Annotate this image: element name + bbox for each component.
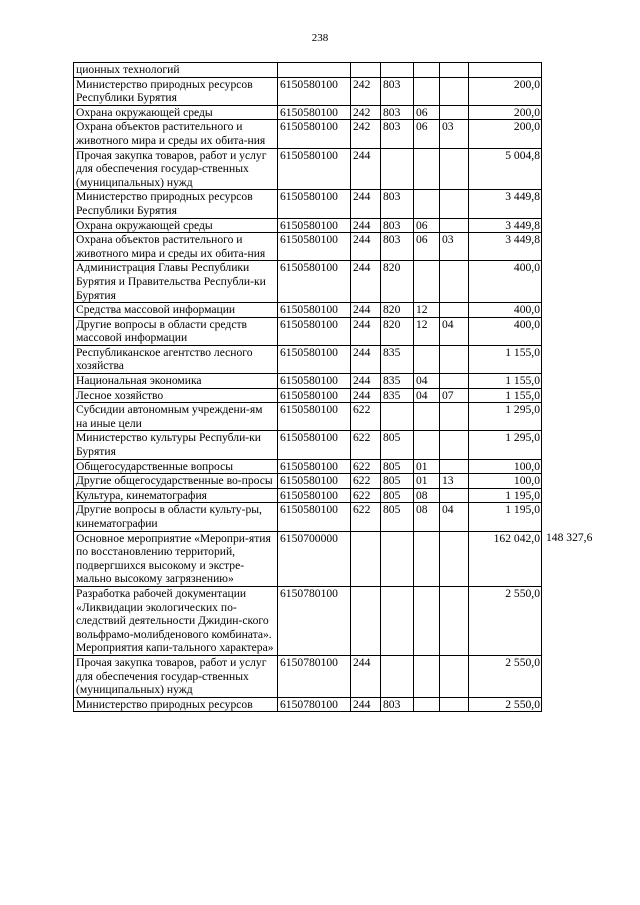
cell-amount: 1 295,0 bbox=[469, 403, 542, 431]
cell-target-code: 6150580100 bbox=[278, 474, 351, 489]
cell-amount-extra bbox=[542, 190, 598, 218]
cell-amount: 1 295,0 bbox=[469, 431, 542, 459]
cell-amount: 1 195,0 bbox=[469, 488, 542, 503]
cell-amount: 1 155,0 bbox=[469, 388, 542, 403]
cell-administrator-code: 805 bbox=[381, 459, 414, 474]
cell-name: Другие общегосударственные во-просы bbox=[74, 474, 278, 489]
cell-administrator-code bbox=[381, 531, 414, 586]
cell-section: 06 bbox=[414, 218, 440, 233]
cell-administrator-code: 835 bbox=[381, 345, 414, 373]
cell-name: Другие вопросы в области культу-ры, кинематографии bbox=[74, 503, 278, 531]
cell-expense-type: 244 bbox=[351, 261, 381, 303]
cell-administrator-code: 803 bbox=[381, 120, 414, 148]
cell-target-code bbox=[278, 63, 351, 78]
cell-expense-type: 244 bbox=[351, 697, 381, 712]
cell-amount: 400,0 bbox=[469, 261, 542, 303]
cell-amount-extra bbox=[542, 345, 598, 373]
cell-subsection bbox=[440, 531, 469, 586]
cell-subsection: 13 bbox=[440, 474, 469, 489]
cell-administrator-code bbox=[381, 63, 414, 78]
cell-administrator-code: 803 bbox=[381, 105, 414, 120]
cell-expense-type: 242 bbox=[351, 120, 381, 148]
cell-section: 06 bbox=[414, 105, 440, 120]
cell-target-code: 6150780100 bbox=[278, 586, 351, 655]
cell-amount-extra bbox=[542, 474, 598, 489]
cell-subsection bbox=[440, 403, 469, 431]
cell-expense-type bbox=[351, 586, 381, 655]
cell-amount-extra bbox=[542, 77, 598, 105]
cell-subsection bbox=[440, 345, 469, 373]
cell-administrator-code: 803 bbox=[381, 77, 414, 105]
table-row bbox=[74, 503, 598, 531]
table-row bbox=[74, 345, 598, 373]
budget-table bbox=[73, 62, 598, 712]
cell-expense-type: 244 bbox=[351, 345, 381, 373]
cell-amount-extra bbox=[542, 120, 598, 148]
cell-amount-extra bbox=[542, 374, 598, 389]
cell-amount: 5 004,8 bbox=[469, 148, 542, 190]
cell-amount: 1 155,0 bbox=[469, 374, 542, 389]
table-body bbox=[74, 63, 598, 712]
cell-target-code: 6150580100 bbox=[278, 148, 351, 190]
cell-name: Министерство природных ресурсов Республики Бурятия bbox=[74, 77, 278, 105]
cell-subsection bbox=[440, 655, 469, 697]
cell-name: Основное мероприятие «Меропри-ятия по восстановлению территорий, подвергшихся высокому и экстре-мально высокому загрязнению» bbox=[74, 531, 278, 586]
table-row bbox=[74, 697, 598, 712]
cell-target-code: 6150580100 bbox=[278, 77, 351, 105]
cell-amount: 400,0 bbox=[469, 303, 542, 318]
cell-name: Охрана окружающей среды bbox=[74, 218, 278, 233]
cell-section: 01 bbox=[414, 459, 440, 474]
cell-target-code: 6150780100 bbox=[278, 697, 351, 712]
cell-amount bbox=[469, 63, 542, 78]
table-row bbox=[74, 120, 598, 148]
cell-target-code: 6150580100 bbox=[278, 218, 351, 233]
cell-section bbox=[414, 655, 440, 697]
cell-amount: 200,0 bbox=[469, 105, 542, 120]
cell-name: Другие вопросы в области средств массовой информации bbox=[74, 317, 278, 345]
table-row bbox=[74, 63, 598, 78]
cell-administrator-code bbox=[381, 403, 414, 431]
cell-section bbox=[414, 345, 440, 373]
cell-name: Культура, кинематография bbox=[74, 488, 278, 503]
cell-amount: 2 550,0 bbox=[469, 586, 542, 655]
cell-subsection bbox=[440, 63, 469, 78]
cell-subsection bbox=[440, 374, 469, 389]
cell-administrator-code: 805 bbox=[381, 431, 414, 459]
cell-target-code: 6150580100 bbox=[278, 503, 351, 531]
table-row bbox=[74, 77, 598, 105]
cell-subsection bbox=[440, 148, 469, 190]
cell-amount-extra bbox=[542, 697, 598, 712]
cell-expense-type: 244 bbox=[351, 218, 381, 233]
cell-subsection bbox=[440, 697, 469, 712]
cell-expense-type: 244 bbox=[351, 655, 381, 697]
cell-target-code: 6150700000 bbox=[278, 531, 351, 586]
cell-expense-type: 622 bbox=[351, 459, 381, 474]
cell-subsection bbox=[440, 261, 469, 303]
cell-name: Министерство природных ресурсов bbox=[74, 697, 278, 712]
cell-subsection bbox=[440, 431, 469, 459]
cell-subsection: 03 bbox=[440, 233, 469, 261]
cell-administrator-code: 803 bbox=[381, 233, 414, 261]
cell-name: Охрана окружающей среды bbox=[74, 105, 278, 120]
cell-administrator-code bbox=[381, 586, 414, 655]
cell-expense-type: 244 bbox=[351, 374, 381, 389]
cell-target-code: 6150580100 bbox=[278, 488, 351, 503]
cell-name: Прочая закупка товаров, работ и услуг для обеспечения государ-ственных (муниципальных) нужд bbox=[74, 148, 278, 190]
cell-target-code: 6150580100 bbox=[278, 317, 351, 345]
cell-amount: 1 155,0 bbox=[469, 345, 542, 373]
cell-expense-type: 622 bbox=[351, 403, 381, 431]
cell-target-code: 6150580100 bbox=[278, 303, 351, 318]
table-row bbox=[74, 317, 598, 345]
cell-section: 04 bbox=[414, 374, 440, 389]
cell-name: ционных технологий bbox=[74, 63, 278, 78]
cell-administrator-code: 803 bbox=[381, 218, 414, 233]
cell-administrator-code: 803 bbox=[381, 190, 414, 218]
cell-section bbox=[414, 77, 440, 105]
cell-amount-extra bbox=[542, 233, 598, 261]
cell-amount-extra bbox=[542, 459, 598, 474]
cell-administrator-code: 820 bbox=[381, 261, 414, 303]
cell-name: Прочая закупка товаров, работ и услуг для обеспечения государ-ственных (муниципальных) нужд bbox=[74, 655, 278, 697]
cell-amount: 200,0 bbox=[469, 120, 542, 148]
cell-target-code: 6150580100 bbox=[278, 431, 351, 459]
cell-expense-type: 244 bbox=[351, 317, 381, 345]
cell-administrator-code: 820 bbox=[381, 303, 414, 318]
cell-amount-extra bbox=[542, 261, 598, 303]
cell-amount-extra bbox=[542, 148, 598, 190]
cell-target-code: 6150580100 bbox=[278, 120, 351, 148]
table-row bbox=[74, 148, 598, 190]
cell-amount: 3 449,8 bbox=[469, 218, 542, 233]
cell-expense-type: 622 bbox=[351, 503, 381, 531]
cell-section: 12 bbox=[414, 303, 440, 318]
cell-target-code: 6150580100 bbox=[278, 261, 351, 303]
cell-amount: 100,0 bbox=[469, 459, 542, 474]
table-row bbox=[74, 431, 598, 459]
table-row bbox=[74, 586, 598, 655]
cell-subsection: 03 bbox=[440, 120, 469, 148]
cell-target-code: 6150580100 bbox=[278, 374, 351, 389]
cell-name: Республиканское агентство лесного хозяйства bbox=[74, 345, 278, 373]
cell-section bbox=[414, 403, 440, 431]
cell-name: Охрана объектов растительного и животного мира и среды их обита-ния bbox=[74, 233, 278, 261]
cell-expense-type: 242 bbox=[351, 105, 381, 120]
cell-expense-type: 244 bbox=[351, 303, 381, 318]
cell-expense-type bbox=[351, 63, 381, 78]
cell-administrator-code: 820 bbox=[381, 317, 414, 345]
cell-section bbox=[414, 63, 440, 78]
cell-target-code: 6150780100 bbox=[278, 655, 351, 697]
cell-subsection: 07 bbox=[440, 388, 469, 403]
cell-subsection bbox=[440, 218, 469, 233]
cell-expense-type: 622 bbox=[351, 431, 381, 459]
cell-subsection: 04 bbox=[440, 317, 469, 345]
cell-section bbox=[414, 148, 440, 190]
cell-section: 01 bbox=[414, 474, 440, 489]
cell-amount: 200,0 bbox=[469, 77, 542, 105]
table-row bbox=[74, 488, 598, 503]
cell-name: Министерство культуры Республи-ки Бурятия bbox=[74, 431, 278, 459]
cell-subsection bbox=[440, 459, 469, 474]
cell-target-code: 6150580100 bbox=[278, 190, 351, 218]
cell-name: Охрана объектов растительного и животного мира и среды их обита-ния bbox=[74, 120, 278, 148]
cell-administrator-code bbox=[381, 148, 414, 190]
table-row bbox=[74, 374, 598, 389]
cell-name: Лесное хозяйство bbox=[74, 388, 278, 403]
cell-expense-type: 244 bbox=[351, 190, 381, 218]
cell-administrator-code bbox=[381, 655, 414, 697]
cell-target-code: 6150580100 bbox=[278, 403, 351, 431]
cell-administrator-code: 805 bbox=[381, 474, 414, 489]
cell-section bbox=[414, 190, 440, 218]
cell-administrator-code: 805 bbox=[381, 488, 414, 503]
cell-section: 12 bbox=[414, 317, 440, 345]
cell-name: Средства массовой информации bbox=[74, 303, 278, 318]
cell-name: Разработка рабочей документации «Ликвидации экологических по-следствий деятельности Джидин-ского вольфрамо-молибденового комбината». Мероприятия капи-тального характера» bbox=[74, 586, 278, 655]
cell-amount-extra bbox=[542, 503, 598, 531]
table-row bbox=[74, 218, 598, 233]
cell-amount: 400,0 bbox=[469, 317, 542, 345]
cell-administrator-code: 835 bbox=[381, 388, 414, 403]
cell-amount: 2 550,0 bbox=[469, 655, 542, 697]
cell-section bbox=[414, 586, 440, 655]
table-row bbox=[74, 190, 598, 218]
cell-amount-extra bbox=[542, 388, 598, 403]
cell-administrator-code: 805 bbox=[381, 503, 414, 531]
cell-expense-type: 242 bbox=[351, 77, 381, 105]
table-row bbox=[74, 531, 598, 586]
cell-amount: 162 042,0 bbox=[469, 531, 542, 586]
cell-amount-extra: 148 327,6 bbox=[546, 531, 593, 545]
cell-administrator-code: 835 bbox=[381, 374, 414, 389]
cell-amount-extra bbox=[542, 317, 598, 345]
cell-target-code: 6150580100 bbox=[278, 345, 351, 373]
page-number: 238 bbox=[311, 32, 329, 44]
cell-section: 06 bbox=[414, 120, 440, 148]
cell-section: 04 bbox=[414, 388, 440, 403]
cell-section: 06 bbox=[414, 233, 440, 261]
cell-section bbox=[414, 697, 440, 712]
cell-expense-type: 622 bbox=[351, 488, 381, 503]
cell-subsection: 04 bbox=[440, 503, 469, 531]
cell-name: Субсидии автономным учреждени-ям на иные цели bbox=[74, 403, 278, 431]
table-row bbox=[74, 474, 598, 489]
cell-amount-extra bbox=[542, 655, 598, 697]
table-row bbox=[74, 388, 598, 403]
cell-amount-extra bbox=[542, 303, 598, 318]
cell-target-code: 6150580100 bbox=[278, 459, 351, 474]
cell-amount-extra bbox=[542, 105, 598, 120]
cell-amount-extra bbox=[542, 218, 598, 233]
cell-amount-extra bbox=[542, 488, 598, 503]
cell-subsection bbox=[440, 77, 469, 105]
cell-expense-type bbox=[351, 531, 381, 586]
cell-target-code: 6150580100 bbox=[278, 233, 351, 261]
table-row bbox=[74, 459, 598, 474]
cell-amount-extra bbox=[542, 431, 598, 459]
cell-expense-type: 244 bbox=[351, 233, 381, 261]
table-row bbox=[74, 233, 598, 261]
cell-subsection bbox=[440, 190, 469, 218]
cell-expense-type: 622 bbox=[351, 474, 381, 489]
cell-amount: 1 195,0 bbox=[469, 503, 542, 531]
cell-name: Министерство природных ресурсов Республики Бурятия bbox=[74, 190, 278, 218]
cell-name: Общегосударственные вопросы bbox=[74, 459, 278, 474]
cell-amount-extra bbox=[542, 403, 598, 431]
cell-target-code: 6150580100 bbox=[278, 105, 351, 120]
table-row bbox=[74, 655, 598, 697]
table-row bbox=[74, 303, 598, 318]
cell-subsection bbox=[440, 488, 469, 503]
table-row bbox=[74, 261, 598, 303]
cell-amount-extra bbox=[542, 63, 598, 78]
cell-section: 08 bbox=[414, 488, 440, 503]
cell-amount: 100,0 bbox=[469, 474, 542, 489]
cell-amount-extra bbox=[542, 586, 598, 655]
table-row bbox=[74, 403, 598, 431]
cell-section bbox=[414, 431, 440, 459]
cell-amount: 2 550,0 bbox=[469, 697, 542, 712]
cell-subsection bbox=[440, 303, 469, 318]
cell-subsection bbox=[440, 105, 469, 120]
cell-expense-type: 244 bbox=[351, 148, 381, 190]
cell-section: 08 bbox=[414, 503, 440, 531]
cell-section bbox=[414, 261, 440, 303]
cell-target-code: 6150580100 bbox=[278, 388, 351, 403]
cell-name: Администрация Главы Республики Бурятия и Правительства Республи-ки Бурятия bbox=[74, 261, 278, 303]
cell-subsection bbox=[440, 586, 469, 655]
cell-name: Национальная экономика bbox=[74, 374, 278, 389]
table-row bbox=[74, 105, 598, 120]
cell-administrator-code: 803 bbox=[381, 697, 414, 712]
cell-section bbox=[414, 531, 440, 586]
cell-amount: 3 449,8 bbox=[469, 233, 542, 261]
cell-expense-type: 244 bbox=[351, 388, 381, 403]
cell-amount: 3 449,8 bbox=[469, 190, 542, 218]
